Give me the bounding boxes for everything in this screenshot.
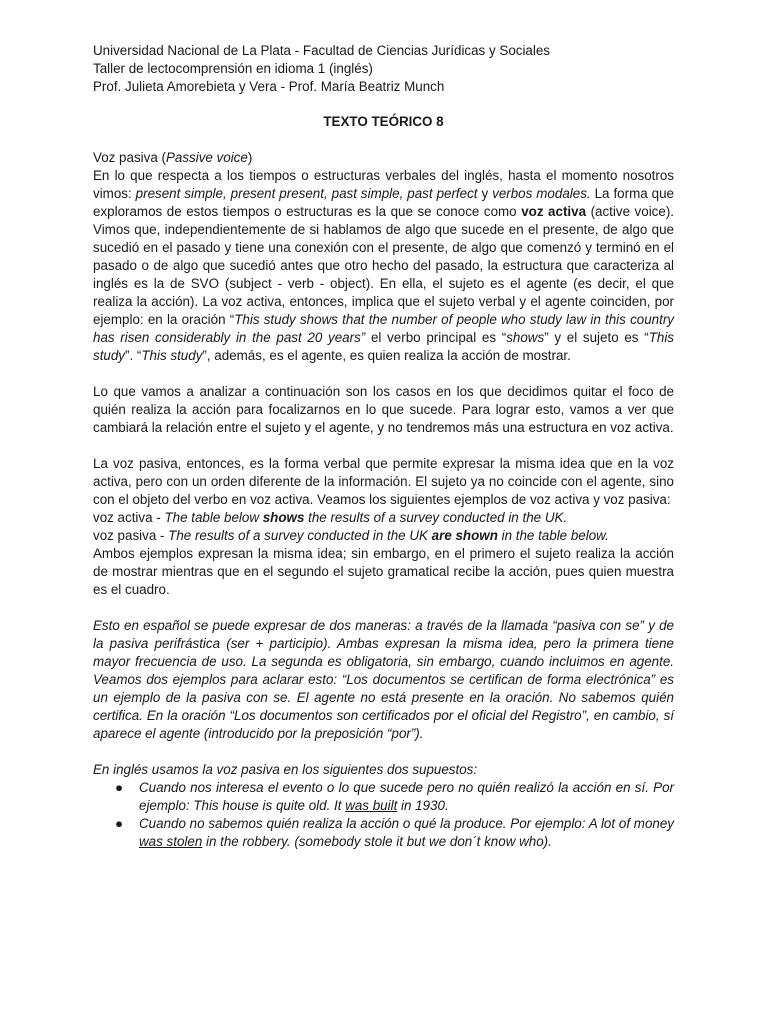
example-active-label: voz activa - (93, 510, 165, 525)
list-item (115, 815, 674, 851)
p1-voz-activa: voz activa (521, 204, 587, 219)
section-heading (93, 149, 674, 167)
example-active-verb: shows (262, 510, 305, 525)
document-title: TEXTO TEÓRICO 8 (323, 114, 444, 129)
example-passive (93, 527, 674, 545)
header-professors: Prof. Julieta Amorebieta y Vera - Prof. María Beatriz Munch (93, 79, 445, 94)
list-item-underlined: was built (345, 798, 398, 813)
example-passive-verb: are shown (431, 528, 498, 543)
header-course: Taller de lectocomprensión en idioma 1 (inglés) (93, 61, 373, 76)
p1-text-3: La forma que exploramos de estos tiempos o estructuras es la que se conoce como (93, 186, 674, 219)
example-active-text-1: The table below (164, 510, 263, 525)
section-heading-prefix: Voz pasiva ( (93, 150, 166, 165)
example-passive-text-2: in the table below. (497, 528, 609, 543)
p1-this-study-1: This study (93, 330, 674, 363)
p1-text-6: ” y el sujeto es “ (544, 330, 649, 345)
p1-shows: shows (506, 330, 545, 345)
list-item-text-2: in 1930. (397, 798, 449, 813)
p1-text-4: (active voice). Vimos que, independientemente de si hablamos de algo que sucede en el presente, de algo que sucedió en el pasado y tiene una conexión con el presente, de algo que comenzó y terminó en el pasado o de algo que sucedió antes que otro hecho del pasado, la estructura que caracteriza al inglés es la de SVO (subject - verb - object). En ella, el sujeto es el agente (es decir, el que realiza la acción). La voz activa, entonces, implica que el sujeto verbal y el agente coinciden, por ejemplo: en la oración “ (93, 204, 674, 327)
p1-example: This study shows that the number of people who study law in this country has risen considerably in the past 20 years” (93, 312, 674, 345)
example-passive-text-1: The results of a survey conducted in the UK (168, 528, 432, 543)
p1-text-2: y (477, 186, 493, 201)
p1-text-8: ”, además, es el agente, es quien realiza la acción de mostrar. (202, 348, 571, 363)
paragraph-passive-intro: La voz pasiva, entonces, es la forma verbal que permite expresar la misma idea que en la voz activa, pero con un orden diferente de la información. El sujeto ya no coincide con el agente, sino con el objeto del verbo en voz activa. Veamos los siguientes ejemplos de voz activa y voz pasiva: (93, 456, 674, 507)
list-item-text-1: Cuando nos interesa el evento o lo que sucede pero no quién realizó la acción en sí. Por ejemplo: This house is quite old. It (139, 780, 674, 813)
paragraph-passive-conclusion: Ambos ejemplos expresan la misma idea; sin embargo, en el primero el sujeto realiza la acción de mostrar mientras que en el segundo el sujeto gramatical recibe la acción, pues quien muestra es el cuadro. (93, 546, 674, 597)
section-heading-suffix: ) (247, 150, 253, 165)
paragraph-spanish-passive: Esto en español se puede expresar de dos maneras: a través de la llamada “pasiva con se” y de la pasiva perifrástica (ser + participio). Ambas expresan la misma idea, pero la primera tiene mayor frecuencia de uso. La segunda es obligatoria, sin embargo, cuando incluimos en agente. Veamos dos ejemplos para aclarar esto: “Los documentos se certifican de forma electrónica” es un ejemplo de la pasiva con se. El agente no está presente en la oración. No sabemos quién certifica. En la oración “Los documentos son certificados por el oficial del Registro”, en cambio, sí aparece el agente (introducido por la preposición “por”). (93, 618, 674, 741)
p1-tenses: present simple, present present, past simple, past perfect (135, 186, 478, 201)
list-item (115, 779, 674, 815)
bullet-icon: ● (115, 780, 124, 795)
paragraph-gap (93, 365, 674, 383)
header-university: Universidad Nacional de La Plata - Facultad de Ciencias Jurídicas y Sociales (93, 43, 551, 58)
p1-modales: verbos modales. (492, 186, 591, 201)
p1-text-1: En lo que respecta a los tiempos o estructuras verbales del inglés, hasta el momento nosotros vimos: (93, 168, 674, 201)
p1-this-study-2: This study (141, 348, 203, 363)
paragraph-gap (93, 743, 674, 761)
list-item-text-2: in the robbery. (somebody stole it but we don´t know who). (202, 834, 552, 849)
uses-list (93, 779, 674, 851)
list-item-text-1: Cuando no sabemos quién realiza la acción o qué la produce. Por ejemplo: A lot of money (139, 816, 674, 831)
example-active-text-2: the results of a survey conducted in the UK. (304, 510, 568, 525)
paragraph-focus-shift: Lo que vamos a analizar a continuación son los casos en los que decidimos quitar el foco de quién realiza la acción para focalizarnos en lo que sucede. Para lograr esto, vamos a ver que cambiará la relación entre el sujeto y el agente, y no tendremos más una estructura en voz activa. (93, 384, 674, 435)
p1-text-5: el verbo principal es “ (365, 330, 507, 345)
paragraph-gap (93, 437, 674, 455)
paragraph-english-uses-intro: En inglés usamos la voz pasiva en los siguientes dos supuestos: (93, 762, 478, 777)
p1-text-7: ”. “ (125, 348, 142, 363)
section-heading-italic: Passive voice (165, 150, 248, 165)
paragraph-active-voice (93, 167, 674, 365)
example-active (93, 509, 674, 527)
list-item-underlined: was stolen (139, 834, 203, 849)
paragraph-gap (93, 599, 674, 617)
bullet-icon: ● (115, 816, 124, 831)
example-passive-label: voz pasiva - (93, 528, 169, 543)
